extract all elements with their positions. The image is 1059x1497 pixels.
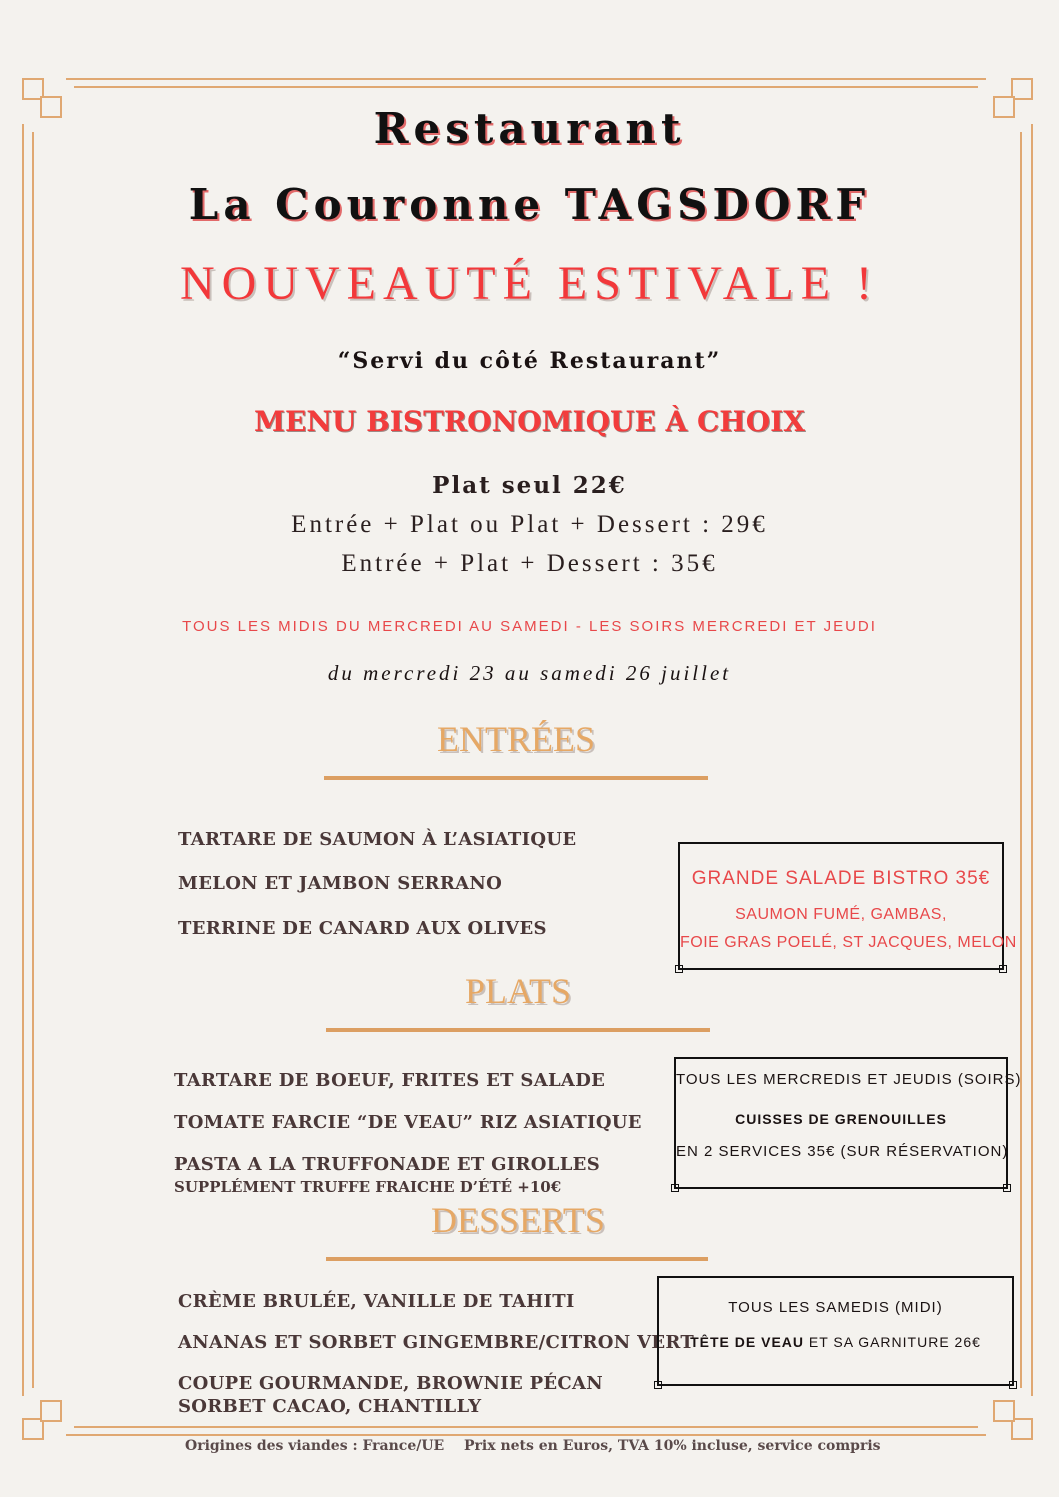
schedule-days: TOUS LES MIDIS DU MERCREDI AU SAMEDI - LES SOIRS MERCREDI ET JEUDI bbox=[182, 618, 877, 635]
entree-item: MELON ET JAMBON SERRANO bbox=[178, 873, 503, 894]
frog-legs-box bbox=[674, 1057, 1022, 1189]
salad-title: GRANDE SALADE BISTRO 35€ bbox=[691, 868, 991, 889]
price-formule-2: Entrée + Plat ou Plat + Dessert : 29€ bbox=[291, 511, 768, 538]
frog-box-services: EN 2 SERVICES 35€ (SUR RÉSERVATION) bbox=[676, 1143, 1009, 1160]
veal-box-dish bbox=[659, 1334, 1012, 1350]
salad-ingredients-2: FOIE GRAS POELÉ, ST JACQUES, MELON bbox=[680, 934, 1017, 951]
restaurant-title-line1: Restaurant bbox=[373, 104, 686, 153]
plat-item: TARTARE DE BOEUF, FRITES ET SALADE bbox=[174, 1070, 606, 1091]
veal-head-box bbox=[657, 1276, 1014, 1386]
dessert-item: SORBET CACAO, CHANTILLY bbox=[178, 1396, 482, 1417]
schedule-dates: du mercredi 23 au samedi 26 juillet bbox=[327, 661, 732, 685]
served-note: “Servi du côté Restaurant” bbox=[337, 348, 722, 374]
section-heading-plats: PLATS bbox=[464, 971, 572, 1011]
dessert-item: COUPE GOURMANDE, BROWNIE PÉCAN bbox=[178, 1373, 604, 1394]
entree-item: TARTARE DE SAUMON À L’ASIATIQUE bbox=[178, 829, 577, 850]
section-divider-desserts bbox=[326, 1257, 708, 1261]
corner-ornament-bl-2 bbox=[40, 1400, 62, 1422]
plat-item: PASTA A LA TRUFFONADE ET GIROLLES bbox=[174, 1154, 601, 1175]
veal-box-dish-name: TÊTE DE VEAU bbox=[690, 1334, 804, 1350]
footer-prices-note: Prix nets en Euros, TVA 10% incluse, service compris bbox=[464, 1438, 881, 1454]
veal-box-dish-rest: ET SA GARNITURE 26€ bbox=[804, 1334, 981, 1350]
dessert-item: CRÈME BRULÉE, VANILLE DE TAHITI bbox=[178, 1291, 575, 1312]
section-heading-desserts: DESSERTS bbox=[431, 1200, 605, 1240]
frog-box-dish: CUISSES DE GRENOUILLES bbox=[735, 1111, 947, 1127]
entree-item: TERRINE DE CANARD AUX OLIVES bbox=[178, 918, 547, 939]
plat-supplement: SUPPLÉMENT TRUFFE FRAICHE D’ÉTÉ +10€ bbox=[174, 1178, 562, 1196]
plat-item: TOMATE FARCIE “DE VEAU” RIZ ASIATIQUE bbox=[174, 1112, 642, 1133]
menu-title: MENU BISTRONOMIQUE À CHOIX bbox=[254, 405, 805, 438]
section-divider-entrees bbox=[324, 776, 708, 780]
salad-ingredients-1: SAUMON FUMÉ, GAMBAS, bbox=[735, 906, 947, 923]
salad-box bbox=[678, 842, 1017, 970]
frog-box-days: TOUS LES MERCREDIS ET JEUDIS (SOIRS) bbox=[676, 1071, 1022, 1088]
veal-box-days: TOUS LES SAMEDIS (MIDI) bbox=[728, 1299, 943, 1316]
section-divider-plats bbox=[326, 1028, 710, 1032]
corner-ornament-br-2 bbox=[993, 1400, 1015, 1422]
section-heading-entrees: ENTRÉES bbox=[437, 719, 595, 759]
price-plat-seul: Plat seul 22€ bbox=[432, 472, 627, 499]
dessert-item: ANANAS ET SORBET GINGEMBRE/CITRON VERT bbox=[178, 1332, 695, 1353]
price-formule-3: Entrée + Plat + Dessert : 35€ bbox=[341, 550, 718, 577]
restaurant-title-line2: La Couronne TAGSDORF bbox=[188, 180, 871, 229]
promo-heading: NOUVEAUTÉ ESTIVALE ! bbox=[179, 257, 880, 310]
footer-origins: Origines des viandes : France/UE bbox=[185, 1438, 445, 1454]
